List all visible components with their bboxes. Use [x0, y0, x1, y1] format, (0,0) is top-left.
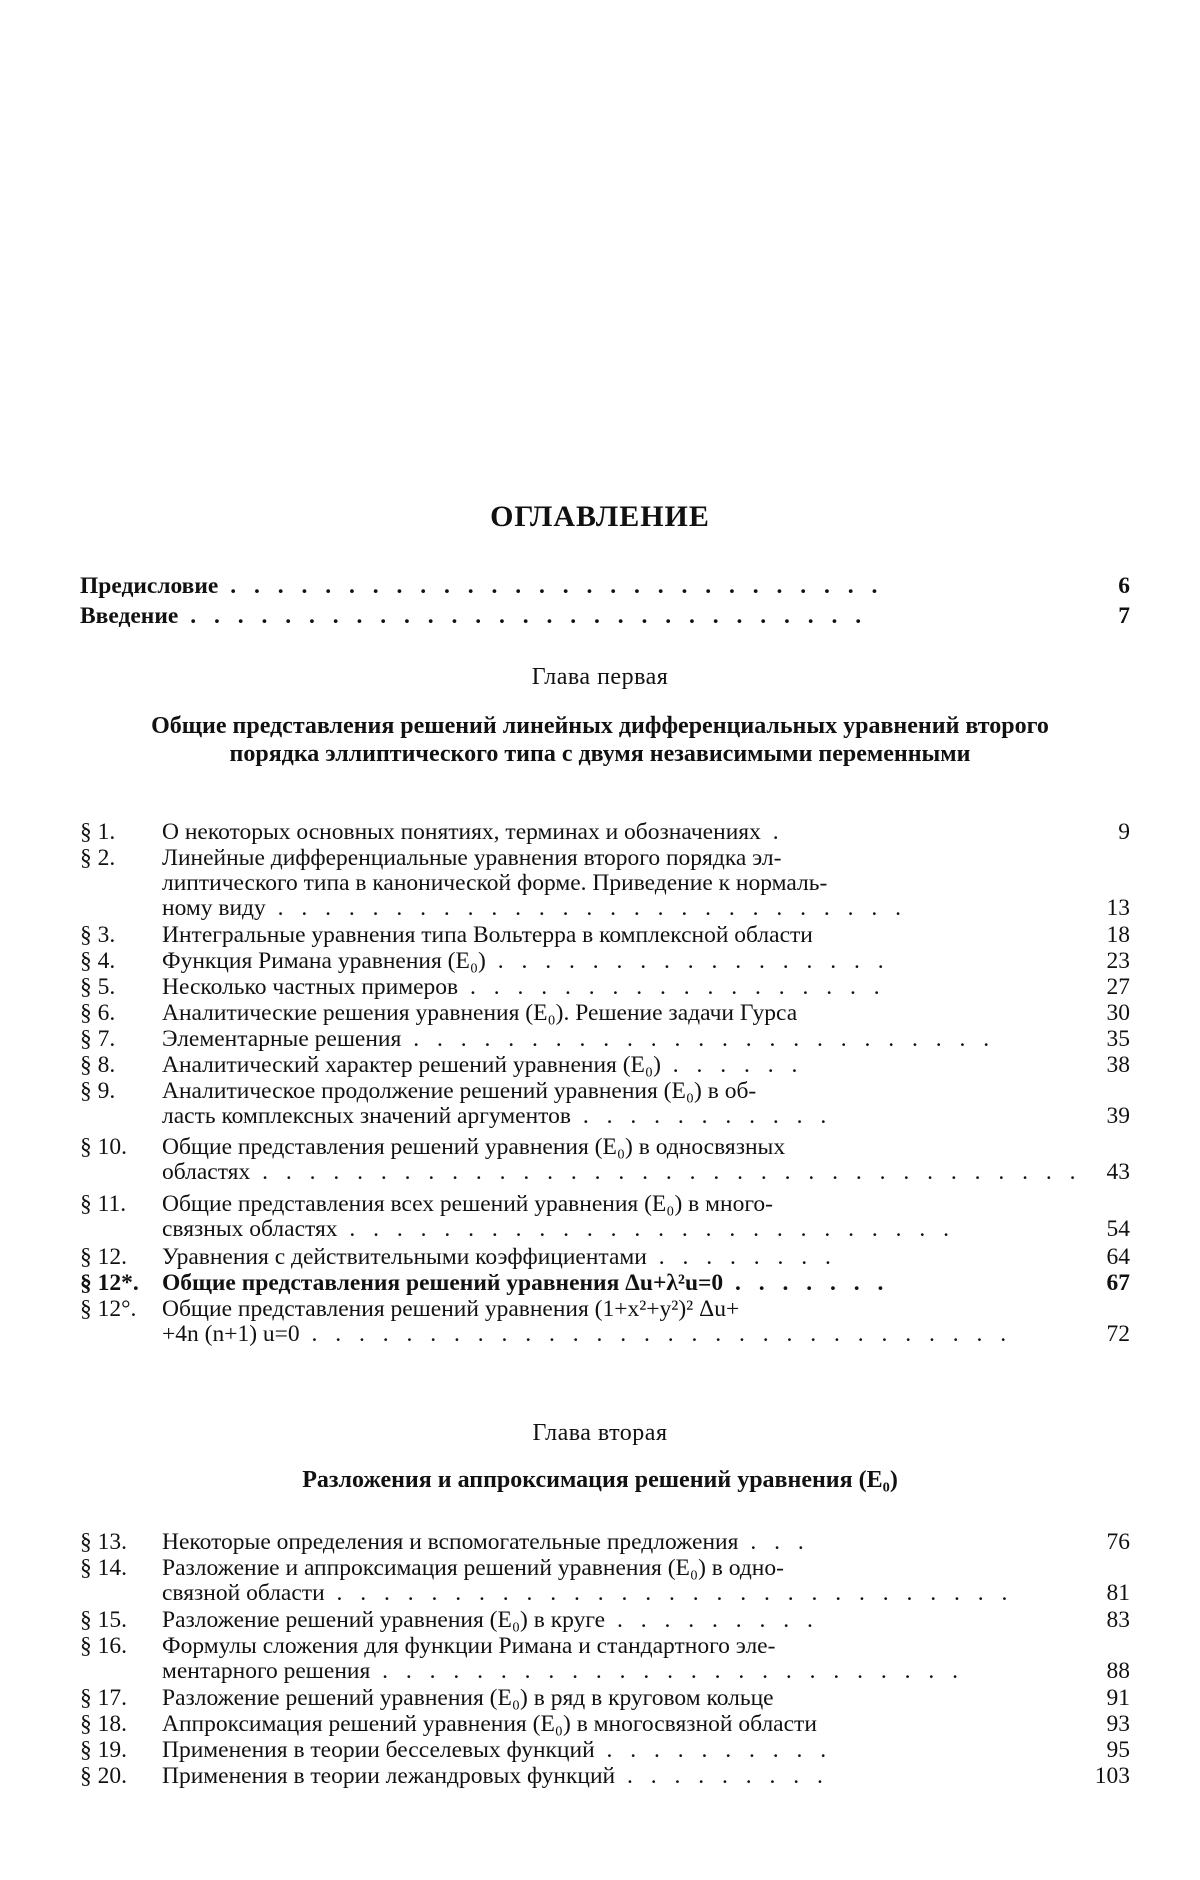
- chapter-1-heading: Общие представления решений линейных дифференциальных уравнений второго порядка эллиптического типа с двумя независимыми переменными: [150, 712, 1050, 768]
- toc-title: ОГЛАВЛЕНИЕ: [0, 500, 1200, 534]
- chapter-2-heading: Разложения и аппроксимация решений уравнения (E₀): [150, 1466, 1050, 1494]
- chapter-1-label: Глава первая: [0, 664, 1200, 691]
- chapter-2-label: Глава вторая: [0, 1420, 1200, 1447]
- toc-section-2[interactable]: § 2. Линейные дифференциальные уравнения второго порядка эл- липтического типа в канонической форме. Приведение к нормаль- ному виду . . . . . . . . . . . . . . . . . . . . . . . . . . . 13: [80, 846, 1130, 922]
- entry-text: Введение: [80, 603, 178, 629]
- toc-section-10[interactable]: § 10. Общие представления решений уравнения (E₀) в односвязных областях . . . . . . . . . . . . . . . . . . . . . . . . . . . . . . . . . . . 43: [80, 1135, 1130, 1186]
- book-page: ОГЛАВЛЕНИЕ Предисловие . . . . . . . . . . . . . . . . . . . . . . . . . . . . 6 Введение . . . . . . . . . . . . . . . . . . . . . . . . . . . . . 7 Глава первая Общие представления решений линейных дифференциальных уравнений второго порядка эллиптического типа с двумя независимыми переменными § 1. О некоторых основных понятиях, терминах и обозначениях . 9 § 2. Линейные дифференциальные уравнения второго порядка эл- липтического типа в канонической форме. Приведение к нормаль- ному виду . . . . . . . . . . . . . . . . . . . . . . . . . . . 13 § 3. Интегральные уравнения типа Вольтерра в комплексной области 18 § 4. Функция Римана уравнения (E₀) . . . . . . . . . . . . . . . . . 23 § 5. Несколько частных примеров . . . . . . . . . . . . . . . . . . 27 § 6. Аналитические решения уравнения (E₀). Решение задачи Гурса 30 § 7. Элементарные решения . . . . . . . . . . . . . . . . . . . . . . . . . 35 § 8. Аналитический характер решений уравнения (E₀) . . . . . . 38 § 9. Аналитическое продолжение решений уравнения (E₀) в об- ласть комплексных значений аргументов . . . . . . . . . . . 39 § 10. Общие представления решений уравнения (E₀) в односвязных областях . . . . . . . . . . . . . . . . . . . . . . . . . . . . . . . . . . . 43 § 11. Общие представления всех решений уравнения (E₀) в много- связных областях . . . . . . . . . . . . . . . . . . . . . . . . . . 54 § 12. Уравнения с действительными коэффициентами . . . . . . . . 64 § 12*. Общие представления решений уравнения Δu+λ²u=0 . . . . . . . 67 § 12°. Общие представления решений уравнения (1+x²+y²)² Δu+ +4n (n+1) u=0 . . . . . . . . . . . . . . . . . . . . . . . . . . . . . . 72 Глава вторая Разложения и аппроксимация решений уравнения (E₀) § 13. Некоторые определения и вспомогательные предложения . . . 76 § 14. Разложение и аппроксимация решений уравнения (E₀) в одно- связной области . . . . . . . . . . . . . . . . . . . . . . . . . . . . . 81 § 15. Разложение решений уравнения (E₀) в круге . . . . . . . . . 83 § 16. Формулы сложения для функции Римана и стандартного эле- ментарного решения . . . . . . . . . . . . . . . . . . . . . . . . . 88 § 17. Разложение решений уравнения (E₀) в ряд в круговом кольце 91 § 18. Аппроксимация решений уравнения (E₀) в многосвязной области 93 § 19. Применения в теории бесселевых функций . . . . . . . . . . 95 § 20. Применения в теории лежандровых функций . . . . . . . . . 103: [0, 0, 1200, 1880]
- toc-section-9[interactable]: § 9. Аналитическое продолжение решений уравнения (E₀) в об- ласть комплексных значений аргументов . . . . . . . . . . . 39: [80, 1079, 1130, 1130]
- toc-section-12-degree[interactable]: § 12°. Общие представления решений уравнения (1+x²+y²)² Δu+ +4n (n+1) u=0 . . . . . . . . . . . . . . . . . . . . . . . . . . . . . . 72: [80, 1297, 1130, 1348]
- toc-section-16[interactable]: § 16. Формулы сложения для функции Римана и стандартного эле- ментарного решения . . . . . . . . . . . . . . . . . . . . . . . . . 88: [80, 1634, 1130, 1685]
- entry-text: Предисловие: [80, 573, 218, 599]
- toc-section-14[interactable]: § 14. Разложение и аппроксимация решений уравнения (E₀) в одно- связной области . . . . . . . . . . . . . . . . . . . . . . . . . . . . . 81: [80, 1556, 1130, 1607]
- entry-page: 6: [1118, 574, 1130, 599]
- toc-section-11[interactable]: § 11. Общие представления всех решений уравнения (E₀) в много- связных областях . . . . . . . . . . . . . . . . . . . . . . . . . . 54: [80, 1192, 1130, 1243]
- entry-page: 7: [1118, 604, 1130, 629]
